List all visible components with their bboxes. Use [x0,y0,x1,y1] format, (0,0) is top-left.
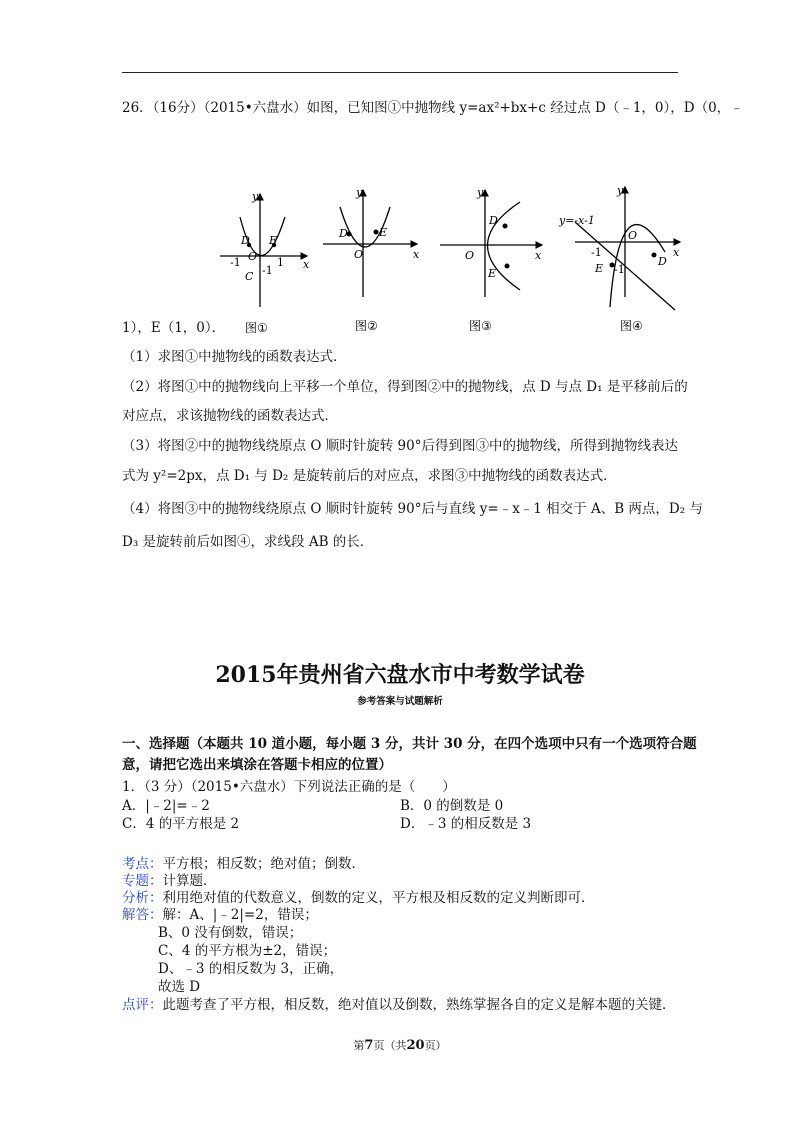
point-e-fig2 [374,230,379,235]
fig3-d-label: D [489,214,498,227]
point-d-fig4 [652,253,657,258]
fig4-x-label: x [673,246,680,259]
q3-text-a: （3）将图②中的抛物线绕原点 O 顺时针旋转 90°后得到图③中的抛物线，所得到抛物线表达 [122,438,678,454]
fig4-eneg1-label: -1 [614,263,625,276]
fig2-caption: 图② [355,319,378,333]
fig2-e-label: E [379,226,388,239]
jieda-line-2: B、0 没有倒数，错误； [158,925,303,941]
problem-26-intro: 26．（16分）（2015•六盘水）如图，已知图①中抛物线 y=ax²+bx+c 经过点 D（﹣1，0），D（0，﹣ [122,100,744,116]
fig1-caption: 图① [245,321,268,335]
fenxi-text: 利用绝对值的代数意义，倒数的定义，平方根及相反数的定义判断即可． [162,890,595,906]
dianping-text: 此题考查了平方根，相反数，绝对值以及倒数，熟练掌握各自的定义是解本题的关键． [162,997,676,1013]
fig3-caption: 图③ [469,319,492,333]
fig2-d-label: D [339,227,348,240]
footer-page: 7 [364,1038,374,1053]
jieda-line-4: D、﹣3 的相反数为 3，正确， [158,961,344,977]
fenxi-row [122,889,595,907]
figure-diagrams [215,182,690,342]
kaodian-label: 考点： [122,856,163,872]
fig1-cneg1-label: -1 [262,264,273,277]
problem-26-intro-end: 1），E（1，0）． [122,320,226,336]
fig4-o-label: O [628,229,638,242]
fig3-o-label: O [465,249,475,262]
dianping-row [122,996,676,1014]
fig1-y-label: y [252,190,259,203]
jieda-line-1: 解：A、|﹣2|=2，错误； [162,907,318,923]
fig3-y-label: y [477,186,484,199]
point-e-fig3 [505,264,510,269]
fig2-y-label: y [356,186,363,199]
fig1-one-label: 1 [277,256,284,269]
fig4-caption: 图④ [620,319,643,333]
fig2-o-label: O [354,248,364,261]
zhuanti-text: 计算题． [162,873,217,889]
point-d-fig3 [503,224,508,229]
page-title: 2015年贵州省六盘水市中考数学试卷 [215,662,585,688]
fig2-x-label: x [413,248,420,261]
section1-header-b: 意，请把它选出来填涂在答题卡相应的位置） [122,757,392,773]
footer-mid: 页（共 [373,1039,407,1052]
q4-text-a: （4）将图③中的抛物线绕原点 O 顺时针旋转 90°后与直线 y=﹣x﹣1 相交于 A、B 两点，D₂ 与 [122,501,703,517]
fig4-neg1-label: -1 [591,246,602,259]
fig4-e-label: E [595,262,604,275]
fenxi-label: 分析： [122,890,163,906]
fig4-line-label: y=-x-1 [559,214,595,227]
fig3-x-label: x [535,249,542,262]
fig1-o-label: O [248,250,258,263]
q2-text-b: 对应点，求该抛物线的函数表达式． [122,408,338,424]
footer-pre: 第 [353,1039,365,1052]
fig1-neg1-label: -1 [230,256,241,269]
figure-3 [440,190,542,297]
jieda-label: 解答： [122,907,163,923]
fig4-y-label: y [617,184,624,197]
page-footer [0,1037,800,1053]
jieda-row [122,906,318,924]
q2-text-a: （2）将图①中的抛物线向上平移一个单位，得到图②中的抛物线，点 D 与点 D₁ 是平移前后的 [122,379,688,395]
header-rule [122,72,678,73]
q4-text-b: D₃ 是旋转前后如图④，求线段 AB 的长． [122,534,374,550]
option-c: C．4 的平方根是 2 [122,816,240,832]
figure-2 [323,190,417,297]
fig1-c-label: C [245,270,254,283]
question-1: 1．（3 分）（2015•六盘水）下列说法正确的是（ ） [122,779,456,795]
section1-header-a: 一、选择题（本题共 10 道小题，每小题 3 分，共计 30 分，在四个选项中只有一个选项符合题 [122,736,697,752]
zhuanti-label: 专题： [122,873,163,889]
fig3-e-label: E [488,267,497,280]
fig4-d-label: D [658,255,667,268]
zhuanti-row [122,872,217,890]
dianping-label: 点评： [122,997,163,1013]
option-b: B．0 的倒数是 0 [400,798,504,814]
jieda-line-3: C、4 的平方根为±2，错误； [158,943,337,959]
fig1-e-label: E [269,234,278,247]
page-subtitle: 参考答案与试题解析 [357,696,443,707]
option-a: A．|﹣2|=﹣2 [122,798,210,814]
footer-post: 页） [424,1039,447,1052]
fig1-x-label: x [303,258,310,271]
option-d: D．﹣3 的相反数是 3 [400,816,532,832]
figures-panel [215,182,690,342]
footer-total: 20 [406,1038,425,1053]
figure-1 [220,194,307,307]
fig1-d-label: D [241,234,250,247]
kaodian-row [122,855,365,873]
q1-text: （1）求图①中抛物线的函数表达式． [122,349,347,365]
jieda-line-5: 故选 D [158,979,201,995]
q3-text-b: 式为 y²=2px，点 D₁ 与 D₂ 是旋转前后的对应点，求图③中抛物线的函数表达式． [122,468,617,484]
kaodian-text: 平方根；相反数；绝对值；倒数． [162,856,365,872]
